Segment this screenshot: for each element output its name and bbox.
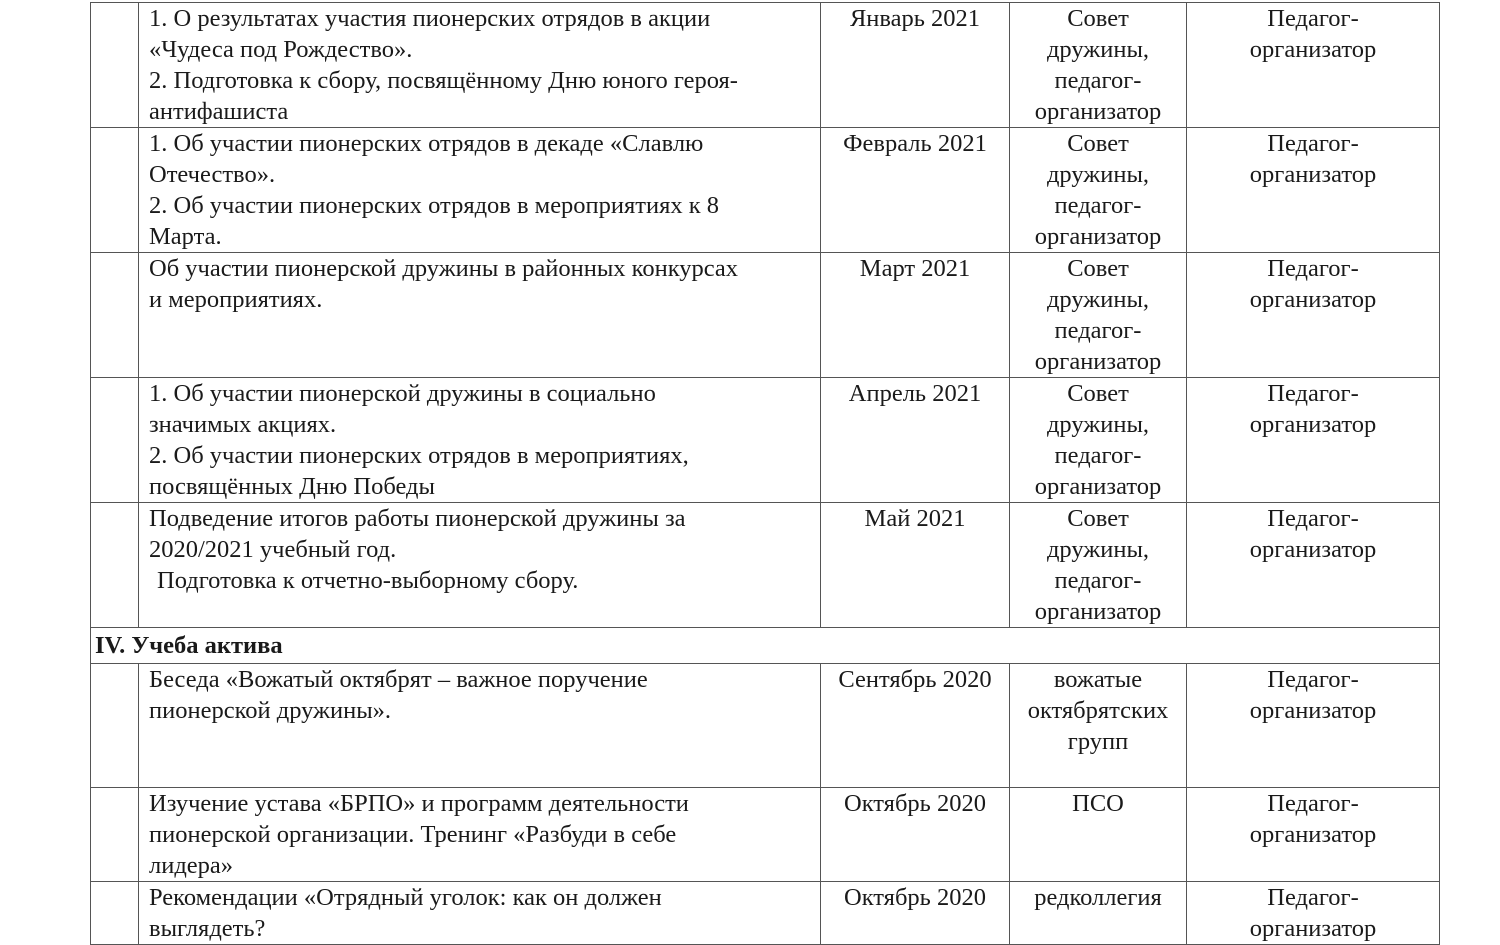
topic-line: Подготовка к отчетно-выборному сбору. (157, 567, 579, 594)
control-cell (1187, 253, 1440, 378)
date-cell (821, 378, 1010, 503)
date-cell (821, 253, 1010, 378)
control-cell (1187, 788, 1440, 882)
control-line: Педагог- (1267, 130, 1359, 157)
responsible-line: организатор (1034, 598, 1162, 625)
responsible-cell (1010, 503, 1187, 628)
date-cell (821, 3, 1010, 128)
responsible-line: педагог- (1054, 317, 1142, 344)
topic-line: лидера» (149, 852, 234, 879)
responsible-line: дружины, (1046, 161, 1150, 188)
responsible-line: редколлегия (1034, 884, 1162, 911)
date-text: Апрель 2021 (848, 380, 982, 407)
section-title: IV. Учеба актива (91, 628, 1440, 664)
responsible-line: ПСО (1072, 790, 1124, 817)
number-cell (91, 788, 139, 882)
responsible-line: Совет (1067, 130, 1129, 157)
topic-cell (139, 128, 821, 253)
topic-line: Изучение устава «БРПО» и программ деятельности (149, 790, 689, 817)
topic-cell (139, 253, 821, 378)
responsible-line: организатор (1034, 348, 1162, 375)
table-row (91, 128, 1440, 253)
control-line: организатор (1249, 915, 1377, 942)
plan-table (90, 2, 1440, 945)
topic-cell (139, 882, 821, 945)
topic-line: Об участии пионерской дружины в районных конкурсах (149, 255, 739, 282)
control-cell (1187, 503, 1440, 628)
topic-cell (139, 788, 821, 882)
topic-line: и мероприятиях. (149, 286, 323, 313)
control-line: организатор (1249, 697, 1377, 724)
control-line: организатор (1249, 36, 1377, 63)
table-row (91, 3, 1440, 128)
topic-line: Беседа «Вожатый октябрят – важное поручение (149, 666, 648, 693)
responsible-line: вожатые (1053, 666, 1143, 693)
topic-line: Подведение итогов работы пионерской дружины за (149, 505, 686, 532)
responsible-line: групп (1067, 728, 1129, 755)
responsible-line: организатор (1034, 223, 1162, 250)
date-text: Май 2021 (864, 505, 966, 532)
topic-line: значимых акциях. (149, 411, 337, 438)
topic-line: Марта. (149, 223, 222, 250)
date-cell (821, 503, 1010, 628)
control-cell (1187, 664, 1440, 788)
topic-line: 2. Об участии пионерских отрядов в мероприятиях, (149, 442, 689, 469)
control-line: Педагог- (1267, 255, 1359, 282)
responsible-line: октябрятских (1027, 697, 1169, 724)
responsible-cell (1010, 128, 1187, 253)
control-line: Педагог- (1267, 5, 1359, 32)
topic-cell (139, 664, 821, 788)
topic-line: 2020/2021 учебный год. (149, 536, 397, 563)
topic-cell (139, 3, 821, 128)
number-cell (91, 882, 139, 945)
control-cell (1187, 128, 1440, 253)
responsible-line: дружины, (1046, 411, 1150, 438)
date-text: Март 2021 (859, 255, 971, 282)
number-cell (91, 503, 139, 628)
control-line: Педагог- (1267, 505, 1359, 532)
topic-line: 1. О результатах участия пионерских отрядов в акции (149, 5, 711, 32)
control-line: организатор (1249, 536, 1377, 563)
responsible-line: Совет (1067, 380, 1129, 407)
responsible-line: дружины, (1046, 536, 1150, 563)
topic-line: 2. Об участии пионерских отрядов в мероприятиях к 8 (149, 192, 720, 219)
topic-line: 1. Об участии пионерских отрядов в декаде «Славлю (149, 130, 704, 157)
topic-line: выглядеть? (149, 915, 266, 942)
topic-line: 1. Об участии пионерской дружины в социально (149, 380, 656, 407)
control-line: Педагог- (1267, 884, 1359, 911)
control-cell (1187, 378, 1440, 503)
date-text: Февраль 2021 (843, 130, 987, 157)
topic-line: посвящённых Дню Победы (149, 473, 435, 500)
responsible-cell (1010, 3, 1187, 128)
date-cell (821, 788, 1010, 882)
topic-line: пионерской дружины». (149, 697, 392, 724)
topic-line: Отечество». (149, 161, 276, 188)
responsible-line: дружины, (1046, 286, 1150, 313)
number-cell (91, 3, 139, 128)
table-row (91, 253, 1440, 378)
date-text: Октябрь 2020 (844, 790, 986, 817)
number-cell (91, 128, 139, 253)
topic-line: Рекомендации «Отрядный уголок: как он должен (149, 884, 662, 911)
responsible-cell (1010, 788, 1187, 882)
topic-line: пионерской организации. Тренинг «Разбуди в себе (149, 821, 677, 848)
control-line: организатор (1249, 161, 1377, 188)
responsible-cell (1010, 664, 1187, 788)
date-text: Сентябрь 2020 (838, 666, 992, 693)
topic-line: 2. Подготовка к сбору, посвящённому Дню юного героя- (149, 67, 738, 94)
responsible-cell (1010, 378, 1187, 503)
section-row (91, 628, 1440, 664)
date-cell (821, 128, 1010, 253)
table-row (91, 664, 1440, 788)
date-cell (821, 664, 1010, 788)
responsible-line: организатор (1034, 473, 1162, 500)
control-cell (1187, 3, 1440, 128)
table-row (91, 378, 1440, 503)
table-row (91, 503, 1440, 628)
number-cell (91, 253, 139, 378)
control-line: Педагог- (1267, 380, 1359, 407)
topic-cell (139, 378, 821, 503)
control-cell (1187, 882, 1440, 945)
topic-cell (139, 503, 821, 628)
responsible-line: Совет (1067, 5, 1129, 32)
date-text: Январь 2021 (849, 5, 981, 32)
responsible-line: Совет (1067, 255, 1129, 282)
responsible-line: педагог- (1054, 67, 1142, 94)
responsible-line: организатор (1034, 98, 1162, 125)
table-row (91, 882, 1440, 945)
number-cell (91, 664, 139, 788)
responsible-line: педагог- (1054, 442, 1142, 469)
responsible-line: Совет (1067, 505, 1129, 532)
control-line: Педагог- (1267, 666, 1359, 693)
responsible-cell (1010, 253, 1187, 378)
responsible-line: педагог- (1054, 192, 1142, 219)
topic-line: антифашиста (149, 98, 289, 125)
responsible-cell (1010, 882, 1187, 945)
control-line: организатор (1249, 821, 1377, 848)
control-line: организатор (1249, 411, 1377, 438)
topic-line: «Чудеса под Рождество». (149, 36, 413, 63)
control-line: Педагог- (1267, 790, 1359, 817)
responsible-line: дружины, (1046, 36, 1150, 63)
date-text: Октябрь 2020 (844, 884, 986, 911)
responsible-line: педагог- (1054, 567, 1142, 594)
table-row (91, 788, 1440, 882)
number-cell (91, 378, 139, 503)
control-line: организатор (1249, 286, 1377, 313)
date-cell (821, 882, 1010, 945)
